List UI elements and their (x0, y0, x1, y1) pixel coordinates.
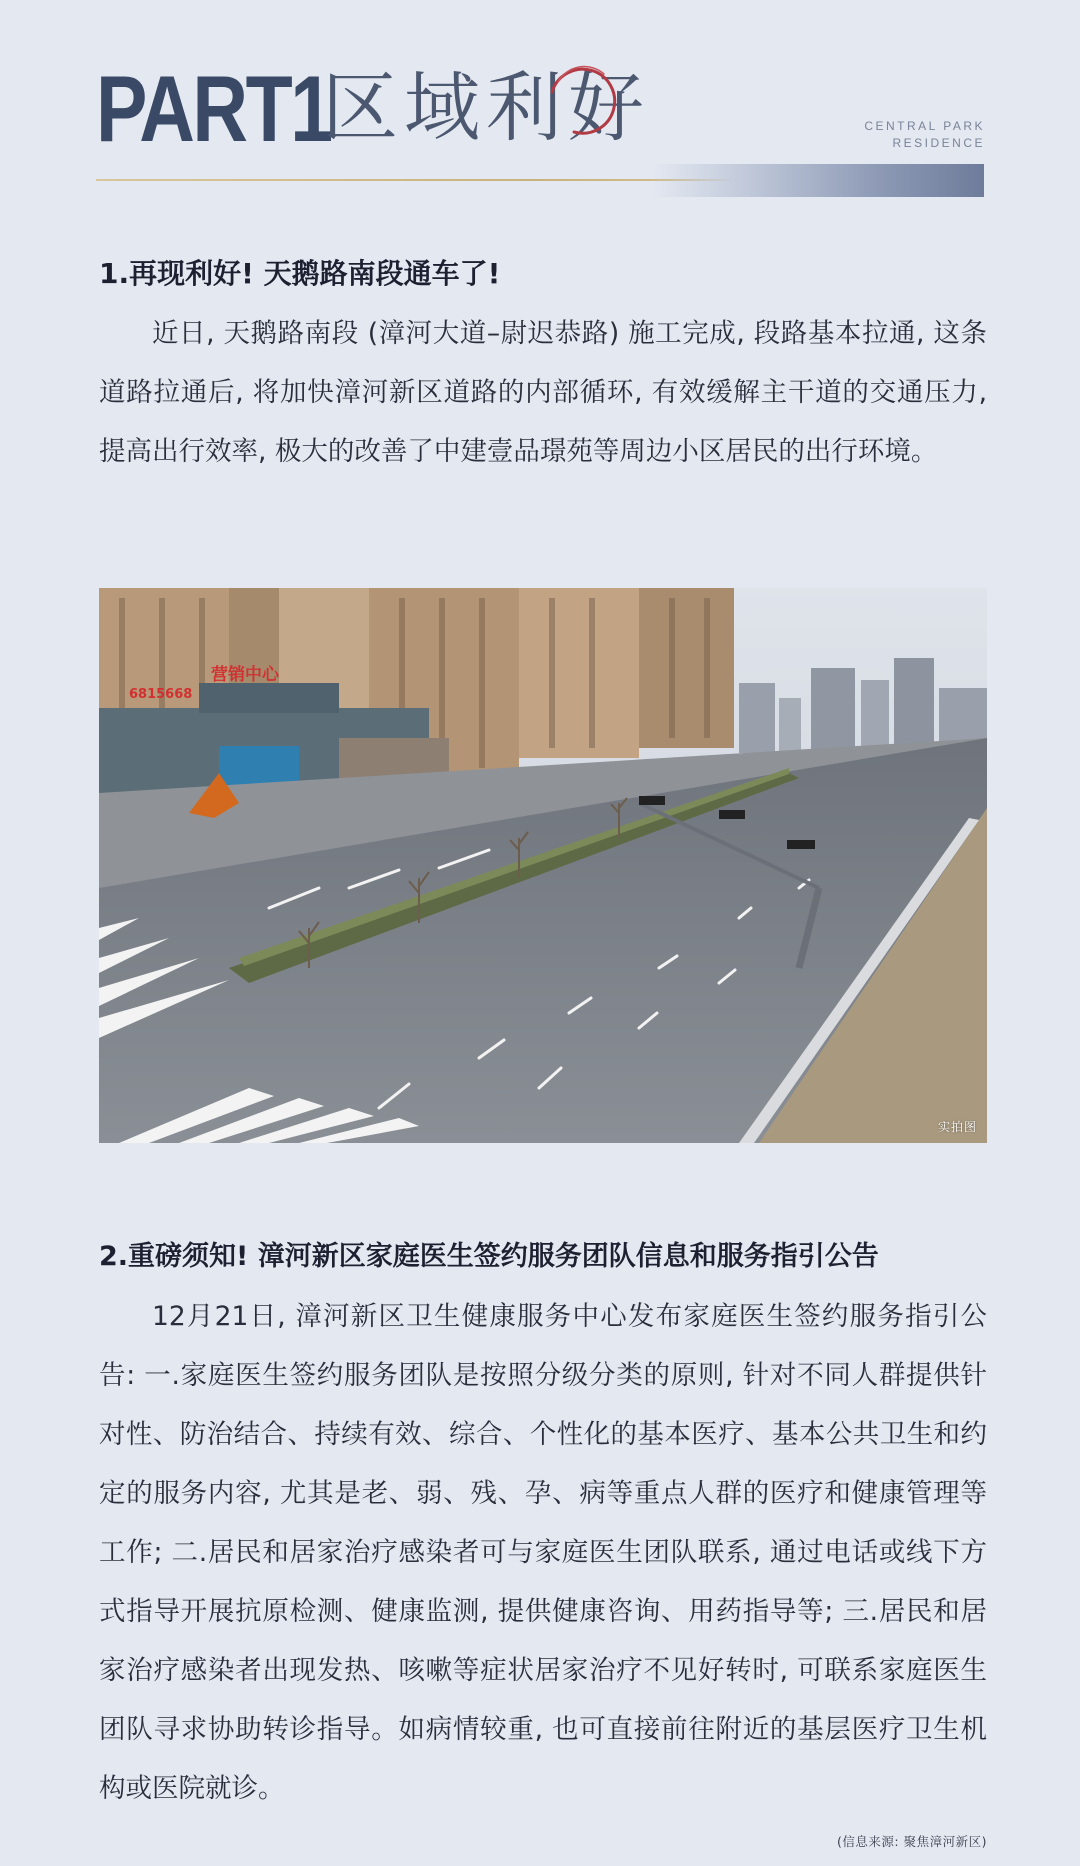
section-road-news (99, 254, 987, 481)
section-family-doctor (99, 1237, 987, 1818)
road-photo-illustration (99, 588, 987, 1143)
section-heading: 1.再现利好! 天鹅路南段通车了! (99, 257, 501, 290)
source-note: (信息来源: 聚焦漳河新区) (837, 1834, 987, 1849)
part-label: PART1 (96, 56, 331, 161)
sales-center-sign: 营销中心 (211, 665, 279, 685)
road-photo (99, 588, 987, 1143)
header-gradient-bar (652, 164, 984, 197)
photo-caption: 实拍图 (937, 1120, 977, 1134)
brand-mark (864, 118, 985, 152)
billboard-number: 6815668 (129, 687, 193, 702)
brand-line-2: RESIDENCE (892, 136, 985, 150)
circle-brush-icon (534, 52, 628, 146)
part-title: 区域利好 (322, 63, 650, 152)
section-body: 近日, 天鹅路南段 (漳河大道–尉迟恭路) 施工完成, 段路基本拉通, 这条道路拉通后, 将加快漳河新区道路的内部循环, 有效缓解主干道的交通压力, 提高出行效率, 极大的改善了中建壹品璟苑等周边小区居民的出行环境。 (99, 318, 987, 467)
page-header (0, 0, 1080, 200)
brand-line-1: CENTRAL PARK (864, 119, 985, 133)
section-heading: 2.重磅须知! 漳河新区家庭医生签约服务团队信息和服务指引公告 (99, 1241, 879, 1272)
section-body: 12月21日, 漳河新区卫生健康服务中心发布家庭医生签约服务指引公告: 一.家庭医生签约服务团队是按照分级分类的原则, 针对不同人群提供针对性、防治结合、持续有效、综合、个性化的基本医疗、基本公共卫生和约定的服务内容, 尤其是老、弱、残、孕、病等重点人群的医疗和健康管理等工作; 二.居民和居家治疗感染者可与家庭医生团队联系, 通过电话或线下方式指导开展抗原检测、健康监测, 提供健康咨询、用药指导等; 三.居民和居家治疗感染者出现发热、咳嗽等症状居家治疗不见好转时, 可联系家庭医生团队寻求协助转诊指导。如病情较重, 也可直接前往附近的基层医疗卫生机构或医院就诊。 (99, 1301, 987, 1804)
